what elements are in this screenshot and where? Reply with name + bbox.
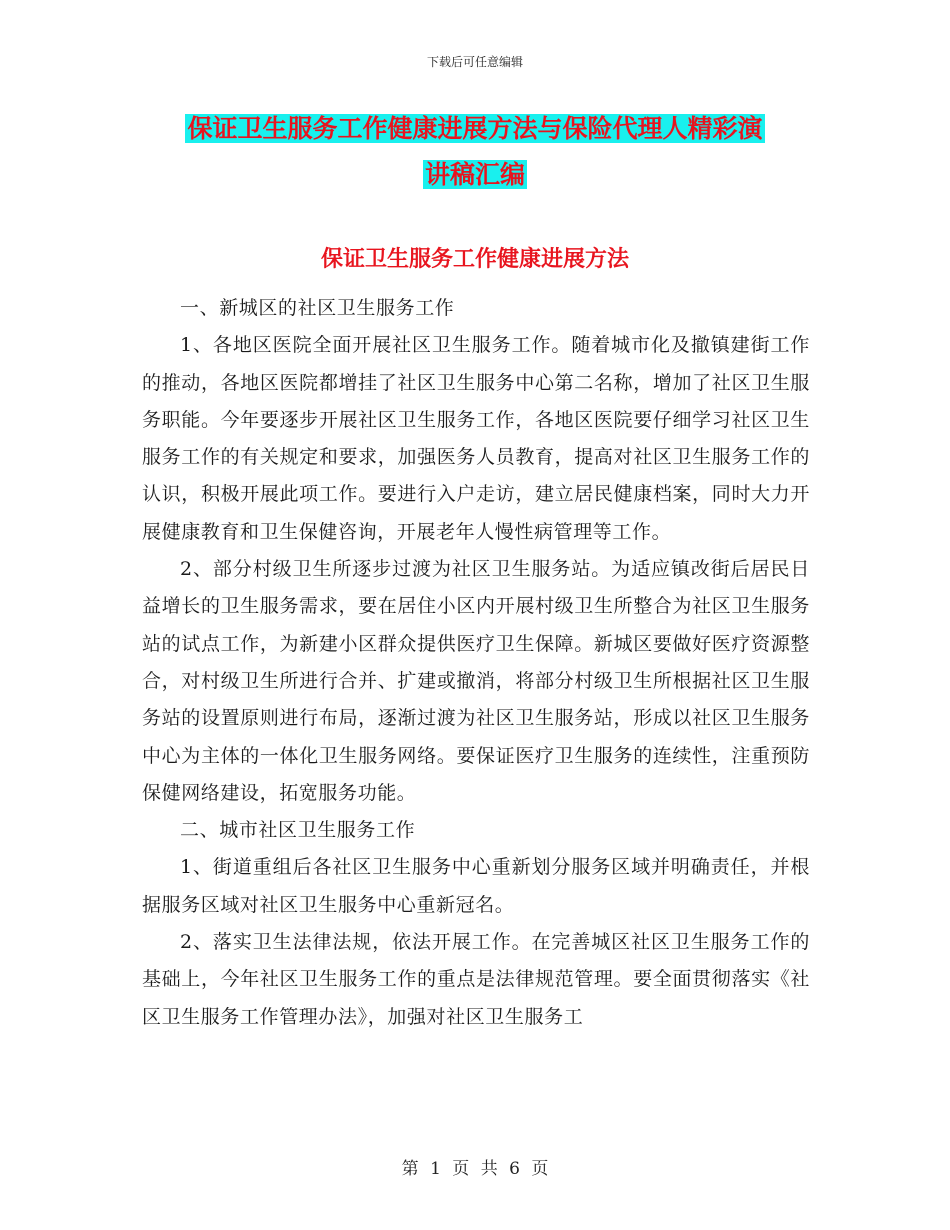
heading-new-district: 一、新城区的社区卫生服务工作 bbox=[180, 297, 455, 319]
document-body bbox=[142, 290, 810, 1036]
paragraph: 2、落实卫生法律法规，依法开展工作。在完善城区社区卫生服务工作的基础上，今年社区卫生服务工作的重点是法律规范管理。要全面贯彻落实《社区卫生服务工作管理办法》，加强对社区卫生服务工 bbox=[142, 931, 810, 1028]
heading-city-community: 二、城市社区卫生服务工作 bbox=[180, 819, 416, 842]
section-title: 保证卫生服务工作健康进展方法 bbox=[320, 246, 629, 272]
document-title-text-1: 保证卫生服务工作健康进展方法与保险代理人精彩演 bbox=[187, 114, 763, 143]
header-note: 下载后可任意编辑 bbox=[426, 55, 523, 69]
paragraph: 1、街道重组后各社区卫生服务中心重新划分服务区域并明确责任，并根据服务区域对社区卫生服务中心重新冠名。 bbox=[142, 856, 810, 916]
paragraph: 2、部分村级卫生所逐步过渡为社区卫生服务站。为适应镇改街后居民日益增长的卫生服务需求，要在居住小区内开展村级卫生所整合为社区卫生服务站的试点工作，为新建小区群众提供医疗卫生保障。新城区要做好医疗资源整合，对村级卫生所进行合并、扩建或撤消，将部分村级卫生所根据社区卫生服务站的设置原则进行布局，逐渐过渡为社区卫生服务站，形成以社区卫生服务中心为主体的一体化卫生服务网络。要保证医疗卫生服务的连续性，注重预防保健网络建设，拓宽服务功能。 bbox=[142, 558, 810, 804]
document-title-line-2 bbox=[150, 150, 800, 200]
document-title-line-1 bbox=[150, 104, 800, 154]
document-title-text-2: 讲稿汇编 bbox=[424, 160, 525, 189]
paragraph: 1、各地区医院全面开展社区卫生服务工作。随着城市化及撤镇建街工作的推动，各地区医院都增挂了社区卫生服务中心第二名称，增加了社区卫生服务职能。今年要逐步开展社区卫生服务工作，各地区医院要仔细学习社区卫生服务工作的有关规定和要求，加强医务人员教育，提高对社区卫生服务工作的认识，积极开展此项工作。要进行入户走访，建立居民健康档案，同时大力开展健康教育和卫生保健咨询，开展老年人慢性病管理等工作。 bbox=[142, 334, 810, 543]
page-footer: 第 1 页 共 6 页 bbox=[401, 1159, 549, 1179]
